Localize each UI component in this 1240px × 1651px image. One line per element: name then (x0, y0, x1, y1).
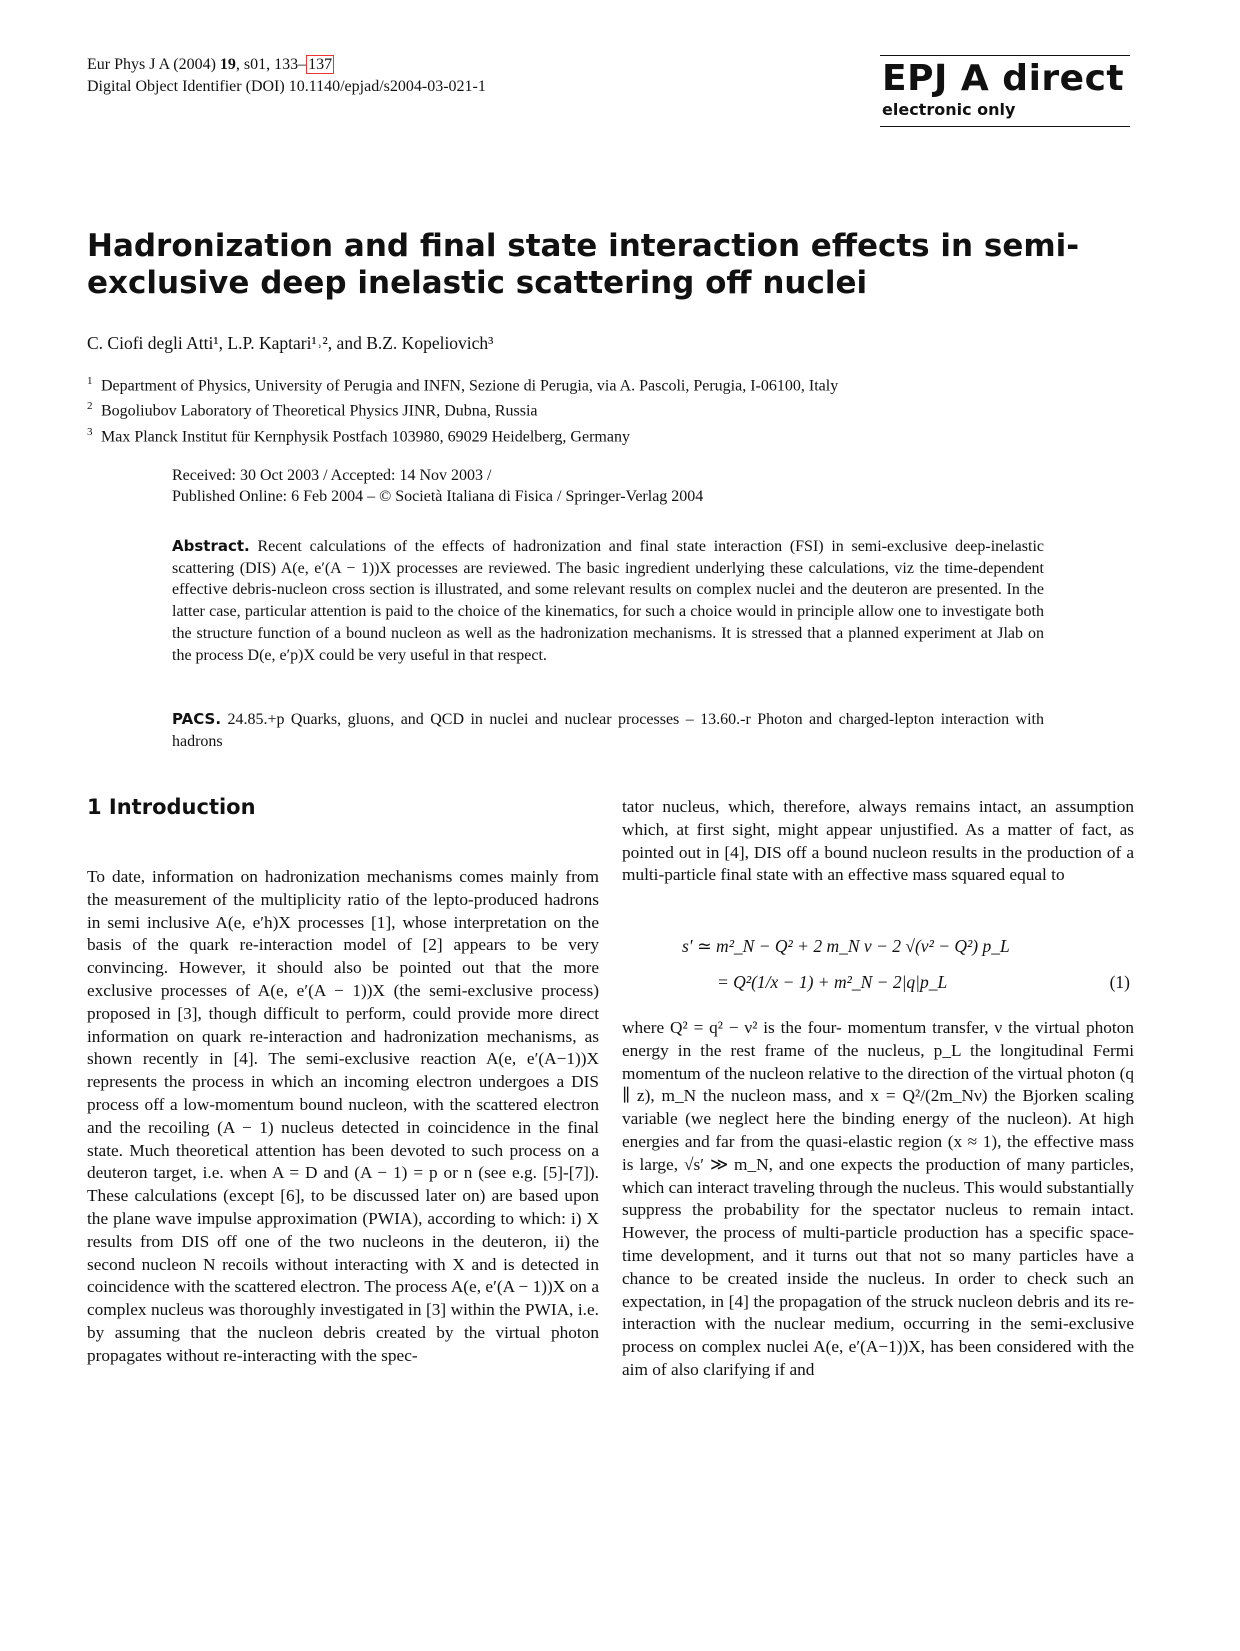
abstract-text: Recent calculations of the effects of hadronization and final state interaction (FSI) in semi-exclusive deep-inelastic scattering (DIS) A(e, e′(A − 1))X processes are reviewed. The basic ingredient underlying these calculations, viz the time-dependent effective debris-nucleon cross section is illustrated, and some relevant results on complex nuclei and the deuteron are presented. In the latter case, particular attention is paid to the choice of the kinematics, for such a choice would in principle allow one to investigate both the structure function of a bound nucleon as well as the hadronization mechanisms. It is stressed that a planned experiment at Jlab on the process D(e, e′p)X could be very useful in that respect. (172, 538, 1045, 664)
pacs-label: PACS. (172, 710, 222, 728)
journal-header (87, 54, 486, 98)
affiliation-mark: 1 (87, 375, 93, 387)
pacs-text: 24.85.+p Quarks, gluons, and QCD in nuclei and nuclear processes – 13.60.-r Photon and charged-lepton interaction with hadrons (172, 711, 1045, 750)
journal-brand (880, 55, 1130, 127)
equation-1 (622, 928, 1134, 1008)
publication-dates (172, 465, 703, 507)
affiliations (87, 371, 838, 447)
affiliation-1 (87, 371, 838, 396)
affiliation-text: Max Planck Institut für Kernphysik Postfach 103980, 69029 Heidelberg, Germany (101, 427, 630, 445)
affiliation-text: Department of Physics, University of Perugia and INFN, Sezione di Perugia, via A. Pascoli, Perugia, I-06100, Italy (101, 377, 839, 395)
last-page-link[interactable]: 137 (308, 56, 333, 73)
left-column-text: To date, information on hadronization mechanisms comes mainly from the measurement of the multiplicity ratio of the lepto-produced hadrons in semi inclusive A(e, e′h)X processes [1], whose interpretation on the basis of the quark re-interaction model of [2] appears to be very convincing. However, it should also be pointed out that the more exclusive processes of A(e, e′(A − 1))X (the semi-exclusive process) proposed in [3], though difficult to perform, could provide more direct information on quark re-interaction and hadronization mechanisms, as shown recently in [4]. The semi-exclusive reaction A(e, e′(A−1))X represents the process in which an incoming electron undergoes a DIS process off a low-momentum bound nucleon, with the scattered electron and the recoiling (A − 1) nucleus detected in coincidence in the final state. Much theoretical attention has been devoted to such process on a deuteron target, i.e. when A = D and (A − 1) = p or n (see e.g. [5]-[7]). These calculations (except [6], to be discussed later on) are based upon the plane wave impulse approximation (PWIA), according to which: i) X results from DIS off one of the two nucleons in the deuteron, ii) the second nucleon N recoils without interacting with X and is detected in coincidence with the scattered electron. The process A(e, e′(A − 1))X on a complex nucleus was thoroughly investigated in [3] within the PWIA, i.e. by assuming that the nucleon debris created by the virtual photon propagates without re-interacting with the spec- (87, 867, 599, 1365)
section-heading: 1 Introduction (87, 795, 256, 819)
brand-subtitle: electronic only (882, 100, 1016, 119)
journal-line-mid: , s01, 133– (235, 56, 307, 73)
right-column-text-bottom: where Q² = q² − ν² is the four- momentum transfer, ν the virtual photon energy in the rest frame of the nucleus, p_L the longitudinal Fermi momentum of the nucleon relative to the direction of the virtual photon (q ∥ z), m_N the nucleon mass, and x = Q²/(2m_Nν) the Bjorken scaling variable (we neglect here the binding energy of the nucleon). At high energies and far from the quasi-elastic region (x ≈ 1), the effective mass is large, √s′ ≫ m_N, and one expects the production of many particles, which can interact traveling through the nucleus. This would substantially suppress the probability for the spectator nucleus to remain intact. However, the process of multi-particle production has a specific space-time development, and it turns out that not so many particles have a chance to be created inside the nucleus. In order to check such an expectation, in [4] the propagation of the struck nucleon debris and its re-interaction with the nuclear medium, occurring in the semi-exclusive process on complex nuclei A(e, e′(A−1))X, has been considered with the aim of also clarifying if and (622, 1018, 1134, 1379)
affiliation-mark: 2 (87, 400, 93, 413)
affiliation-3 (87, 422, 838, 447)
affiliation-2 (87, 396, 838, 421)
journal-volume: 19 (219, 56, 236, 73)
doi-line: Digital Object Identifier (DOI) 10.1140/epjad/s2004-03-021-1 (87, 78, 486, 95)
right-column-text-top: tator nucleus, which, therefore, always remains intact, an assumption which, at first sight, might appear unjustified. As a matter of fact, as pointed out in [4], DIS off a bound nucleon results in the production of a multi-particle final state with an effective mass squared equal to (622, 797, 1134, 885)
equation-line-2: = Q²(1/x − 1) + m²_N − 2|q|p_L (717, 972, 948, 992)
brand-title: EPJ A direct (882, 58, 1125, 99)
dates-line-1: Received: 30 Oct 2003 / Accepted: 14 Nov 2003 / (172, 467, 492, 484)
affiliation-mark: 3 (87, 425, 93, 438)
abstract-label: Abstract. (172, 537, 250, 555)
paper-title: Hadronization and final state interaction effects in semi-exclusive deep inelastic scattering off nuclei (87, 228, 1080, 301)
author-list: C. Ciofi degli Atti¹, L.P. Kaptari¹˒², and B.Z. Kopeliovich³ (87, 333, 494, 353)
dates-line-2: Published Online: 6 Feb 2004 – © Società Italiana di Fisica / Springer-Verlag 2004 (172, 488, 704, 505)
equation-line-1: s′ ≃ m²_N − Q² + 2 m_N ν − 2 √(ν² − Q²) p_L (682, 936, 1010, 956)
abstract (172, 536, 1044, 666)
equation-number: (1) (1109, 972, 1130, 992)
pacs (172, 709, 1044, 752)
journal-line-prefix: Eur Phys J A (2004) (87, 56, 220, 73)
affiliation-text: Bogoliubov Laboratory of Theoretical Physics JINR, Dubna, Russia (101, 402, 538, 420)
journal-citation-line (87, 54, 486, 76)
